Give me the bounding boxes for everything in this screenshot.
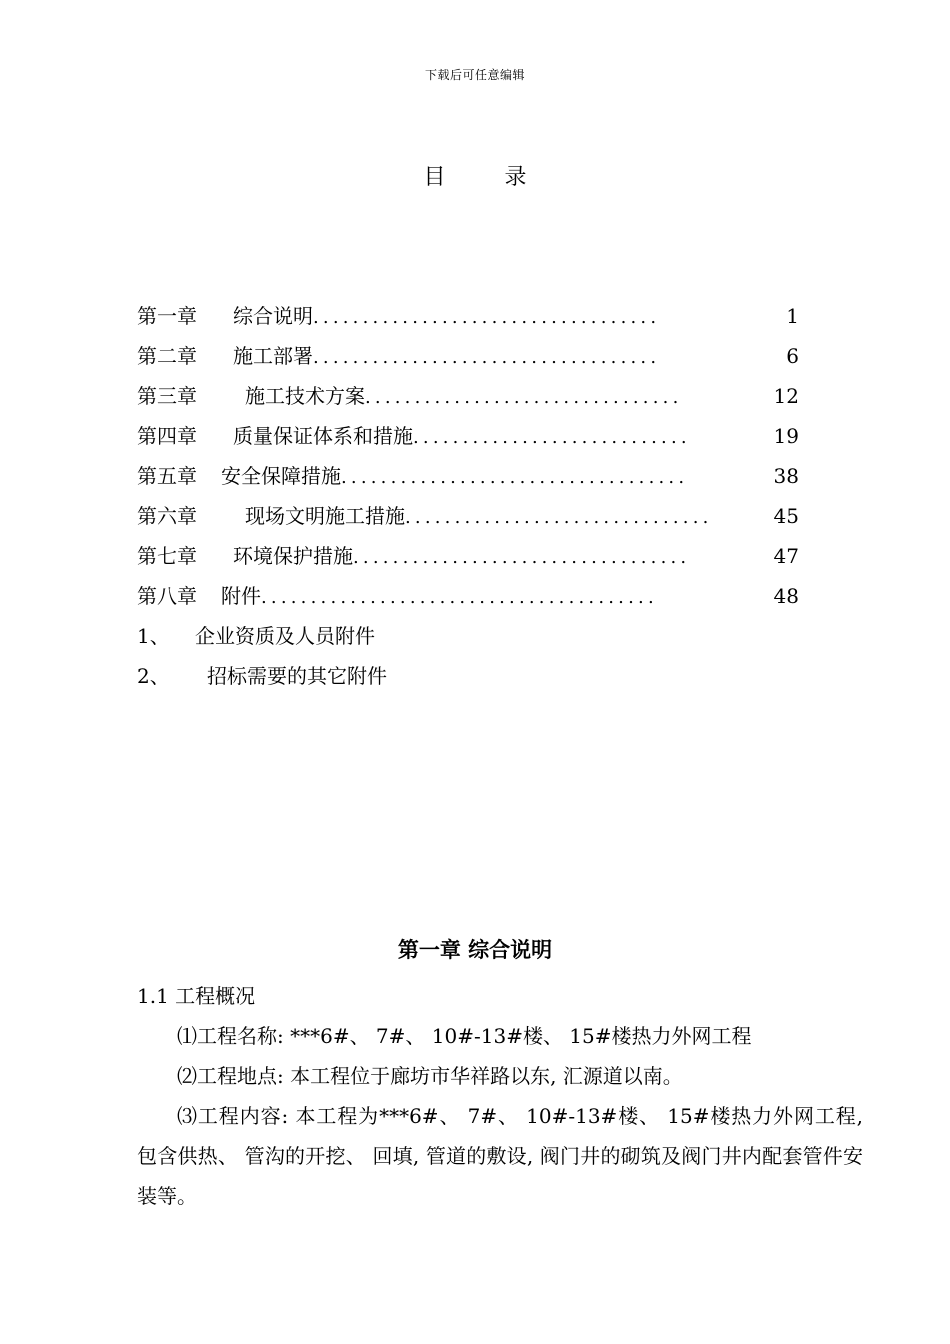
toc-chapter-label: 第四章 xyxy=(137,424,197,448)
toc-chapter-label: 第二章 xyxy=(137,344,197,368)
toc-entry[interactable] xyxy=(137,298,799,338)
toc-leader-dots: ............................ xyxy=(413,427,691,448)
toc-entry[interactable] xyxy=(137,458,799,498)
toc-page-number: 1 xyxy=(786,304,799,328)
toc-entry-title: 环境保护措施 xyxy=(233,544,353,568)
toc-appendix-item[interactable] xyxy=(137,658,799,698)
item-project-location: ⑵工程地点: 本工程位于廊坊市华祥路以东, 汇源道以南。 xyxy=(177,1064,683,1088)
toc-entry[interactable] xyxy=(137,418,799,458)
toc-entry[interactable] xyxy=(137,338,799,378)
section-title: 1.1 工程概况 xyxy=(137,984,256,1008)
appendix-number: 1、 xyxy=(137,624,170,648)
table-of-contents xyxy=(137,298,799,698)
toc-entry-title: 安全保障措施 xyxy=(221,464,341,488)
appendix-number: 2、 xyxy=(137,664,170,688)
toc-entry-title: 现场文明施工措施 xyxy=(245,504,405,528)
toc-chapter-label: 第五章 xyxy=(137,464,197,488)
toc-entry-title: 附件 xyxy=(221,584,261,608)
toc-chapter-label: 第八章 xyxy=(137,584,197,608)
toc-entry[interactable] xyxy=(137,538,799,578)
toc-chapter-label: 第七章 xyxy=(137,544,197,568)
toc-chapter-label: 第一章 xyxy=(137,304,197,328)
toc-page-number: 19 xyxy=(773,424,799,448)
toc-entry-title: 综合说明 xyxy=(233,304,313,328)
toc-appendix-item[interactable] xyxy=(137,618,799,658)
toc-leader-dots: ................................... xyxy=(313,307,661,328)
toc-chapter-label: 第三章 xyxy=(137,384,197,408)
toc-entry[interactable] xyxy=(137,498,799,538)
toc-page-number: 48 xyxy=(773,584,799,608)
toc-page-number: 38 xyxy=(773,464,799,488)
toc-leader-dots: ................................... xyxy=(341,467,689,488)
toc-page-number: 6 xyxy=(786,344,799,368)
toc-appendix xyxy=(137,618,799,698)
appendix-text: 招标需要的其它附件 xyxy=(207,664,387,688)
chapter-heading: 第一章 综合说明 xyxy=(397,938,553,962)
toc-leader-dots: .................................. xyxy=(353,547,691,568)
toc-leader-dots: ................................... xyxy=(313,347,661,368)
chapter-body xyxy=(137,976,863,1216)
toc-leader-dots: ................................ xyxy=(365,387,683,408)
toc-page-number: 12 xyxy=(773,384,799,408)
toc-leader-dots: ............................... xyxy=(405,507,713,528)
toc-entry[interactable] xyxy=(137,378,799,418)
toc-entry[interactable] xyxy=(137,578,799,618)
toc-title: 目 录 xyxy=(423,165,553,190)
item-project-scope: ⑶工程内容: 本工程为***6#、 7#、 10#-13#楼、 15#楼热力外网工程, 包含供热、 管沟的开挖、 回填, 管道的敷设, 阀门井的砌筑及阀门井内配套管件安装等。 xyxy=(137,1104,863,1208)
toc-page-number: 47 xyxy=(773,544,799,568)
toc-entry-title: 质量保证体系和措施 xyxy=(233,424,413,448)
appendix-text: 企业资质及人员附件 xyxy=(195,624,375,648)
toc-entry-title: 施工技术方案 xyxy=(245,384,365,408)
header-note: 下载后可任意编辑 xyxy=(424,68,525,82)
toc-entry-title: 施工部署 xyxy=(233,344,313,368)
item-project-name: ⑴工程名称: ***6#、 7#、 10#-13#楼、 15#楼热力外网工程 xyxy=(177,1024,752,1048)
toc-leader-dots: ........................................ xyxy=(261,587,658,608)
toc-entries xyxy=(137,298,799,618)
toc-page-number: 45 xyxy=(773,504,799,528)
toc-chapter-label: 第六章 xyxy=(137,504,197,528)
